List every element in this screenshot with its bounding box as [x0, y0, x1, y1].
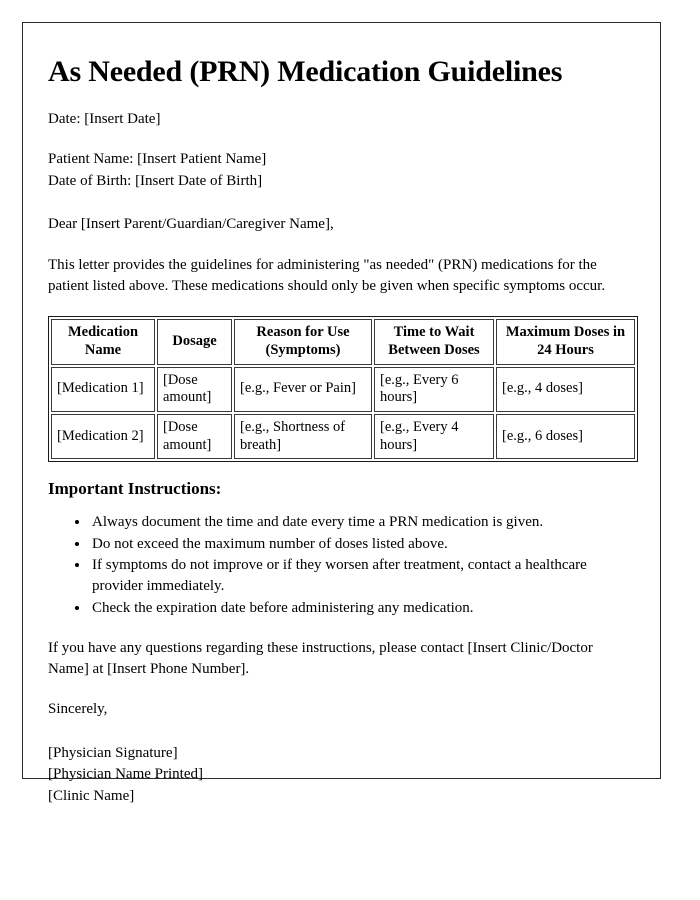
signature-line-clinic-name: [Clinic Name]: [48, 788, 135, 805]
list-item: • If symptoms do not improve or if they worsen after treatment, contact a healthcare provider immediately.: [90, 555, 636, 598]
list-item: • Do not exceed the maximum number of doses listed above.: [90, 534, 636, 555]
cell-maximum-doses: [e.g., 4 doses]: [496, 367, 635, 412]
date-of-birth-line: Date of Birth: [Insert Date of Birth]: [48, 172, 263, 189]
intro-paragraph: This letter provides the guidelines for administering "as needed" (PRN) medications for the patient listed above. These medications should only be given when specific symptoms occur.: [48, 256, 606, 294]
signature-block: [48, 743, 636, 808]
cell-maximum-doses: [e.g., 6 doses]: [496, 414, 635, 459]
instructions-list: [48, 512, 636, 618]
medication-table: [48, 316, 638, 462]
column-header-maximum-doses: Maximum Doses in 24 Hours: [496, 319, 635, 364]
document-content: [48, 43, 636, 808]
cell-time-to-wait: [e.g., Every 4 hours]: [374, 414, 494, 459]
table-header-row: [51, 319, 635, 364]
page-title: As Needed (PRN) Medication Guidelines: [48, 55, 563, 88]
instructions-heading: Important Instructions:: [48, 479, 222, 499]
salutation: Dear [Insert Parent/Guardian/Caregiver Name],: [48, 216, 334, 233]
table-row: [51, 414, 635, 459]
patient-identification-block: [48, 149, 636, 193]
date-line: Date: [Insert Date]: [48, 110, 161, 127]
cell-medication-name: [Medication 1]: [51, 367, 155, 412]
cell-dosage: [Dose amount]: [157, 367, 232, 412]
cell-medication-name: [Medication 2]: [51, 414, 155, 459]
column-header-reason-for-use: Reason for Use (Symptoms): [234, 319, 372, 364]
closing-paragraph: If you have any questions regarding these instructions, please contact [Insert Clinic/Doctor Name] at [Insert Phone Number].: [48, 639, 593, 678]
column-header-medication-name: Medication Name: [51, 319, 155, 364]
sign-off: Sincerely,: [48, 701, 108, 718]
column-header-dosage: Dosage: [157, 319, 232, 364]
column-header-time-to-wait: Time to Wait Between Doses: [374, 319, 494, 364]
patient-name-line: Patient Name: [Insert Patient Name]: [48, 150, 267, 167]
signature-line-physician-name: [Physician Name Printed]: [48, 766, 203, 783]
cell-reason-for-use: [e.g., Fever or Pain]: [234, 367, 372, 412]
medication-table-wrapper: [48, 316, 636, 462]
table-row: [51, 367, 635, 412]
cell-time-to-wait: [e.g., Every 6 hours]: [374, 367, 494, 412]
signature-line-physician-signature: [Physician Signature]: [48, 744, 178, 761]
list-item: • Check the expiration date before administering any medication.: [90, 598, 636, 619]
list-item: • Always document the time and date every time a PRN medication is given.: [90, 512, 636, 533]
document-page: [22, 22, 661, 805]
cell-reason-for-use: [e.g., Shortness of breath]: [234, 414, 372, 459]
cell-dosage: [Dose amount]: [157, 414, 232, 459]
